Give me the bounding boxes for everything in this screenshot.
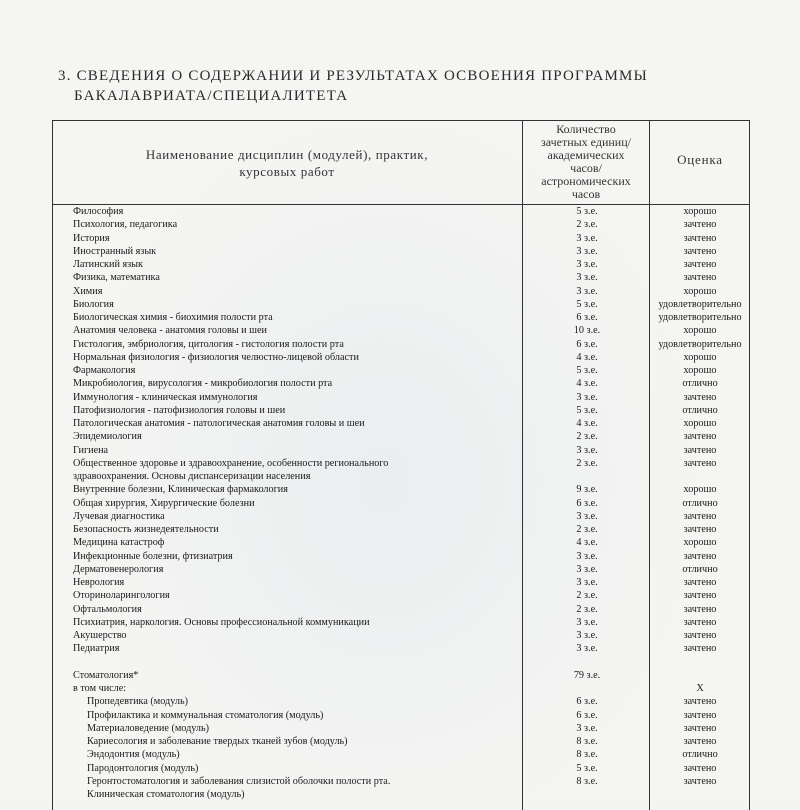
column-header-discipline — [52, 146, 522, 180]
table-row — [0, 245, 800, 258]
credits-cell: 2 з.е. — [576, 590, 598, 602]
discipline-name: Материаловедение (модуль) — [87, 722, 210, 734]
grade-cell: отлично — [682, 749, 718, 761]
grade-cell: удовлетворительно — [658, 338, 742, 350]
table-row — [0, 311, 800, 324]
table-row — [0, 536, 800, 549]
grade-cell: удовлетворительно — [658, 298, 742, 310]
table-row — [0, 470, 800, 483]
grade-cell: хорошо — [683, 418, 717, 429]
credits-cell: 6 з.е. — [576, 497, 598, 509]
table-row — [0, 404, 800, 417]
table-row — [0, 444, 800, 457]
credits-cell: 3 з.е. — [576, 616, 598, 628]
discipline-name: Биологическая химия - биохимия полости рта — [73, 312, 273, 323]
credits-cell: 3 з.е. — [576, 245, 598, 257]
grade-cell: зачтено — [683, 245, 717, 257]
table-row — [0, 338, 800, 351]
credits-cell: 3 з.е. — [576, 444, 598, 456]
credits-cell: 5 з.е. — [576, 298, 598, 310]
table-top-border — [52, 120, 750, 121]
credits-cell: 8 з.е. — [576, 775, 598, 787]
credits-cell: 79 з.е. — [573, 669, 601, 681]
column-header-credits — [523, 123, 649, 201]
table-row — [0, 735, 800, 748]
credits-cell: 3 з.е. — [576, 391, 598, 403]
discipline-name: Внутренние болезни, Клиническая фармакология — [73, 484, 288, 496]
table-row — [0, 483, 800, 496]
discipline-name: Неврология — [73, 577, 125, 588]
discipline-name: История — [73, 232, 110, 244]
credits-cell: 4 з.е. — [576, 418, 598, 429]
grade-cell: зачтено — [683, 272, 717, 284]
credits-cell: 10 з.е. — [573, 325, 601, 337]
grade-cell: хорошо — [683, 285, 717, 297]
credits-cell: 8 з.е. — [576, 749, 598, 761]
table-row — [0, 682, 800, 695]
grade-cell: зачтено — [683, 630, 717, 641]
column-header-credits-line-5: астрономических — [541, 174, 631, 188]
credits-cell: 6 з.е. — [576, 709, 598, 721]
grade-cell: X — [696, 683, 704, 694]
discipline-name: Гистология, эмбриология, цитология - гистология полости рта — [73, 338, 344, 350]
section-title-line-2: БАКАЛАВРИАТА/СПЕЦИАЛИТЕТА — [74, 88, 349, 104]
grade-cell: зачтено — [683, 444, 717, 456]
grade-cell: зачтено — [683, 232, 717, 244]
credits-cell: 8 з.е. — [576, 736, 598, 747]
discipline-name: Психология, педагогика — [73, 219, 178, 231]
discipline-name: Инфекционные болезни, фтизиатрия — [73, 550, 233, 562]
discipline-name: Общая хирургия, Хирургические болезни — [73, 497, 255, 509]
credits-cell: 3 з.е. — [576, 259, 598, 270]
grade-cell: зачтено — [683, 431, 717, 443]
grade-cell: хорошо — [683, 484, 717, 496]
discipline-name: Фармакология — [73, 365, 136, 376]
credits-cell: 6 з.е. — [576, 312, 598, 323]
table-row — [0, 298, 800, 311]
grade-cell: зачтено — [683, 736, 717, 747]
grade-cell: зачтено — [683, 762, 717, 774]
grade-cell: хорошо — [683, 206, 717, 217]
column-header-credits-line-4: часов/ — [570, 161, 602, 175]
table-row — [0, 391, 800, 404]
credits-cell: 3 з.е. — [576, 630, 598, 641]
table-row — [0, 285, 800, 298]
discipline-name: Биология — [73, 298, 114, 310]
table-row — [0, 603, 800, 616]
table-row — [0, 563, 800, 576]
grade-cell: зачтено — [683, 510, 717, 522]
discipline-name: Анатомия человека - анатомия головы и шеи — [73, 325, 267, 337]
credits-cell: 9 з.е. — [576, 484, 598, 496]
table-row — [0, 497, 800, 510]
table-row — [0, 695, 800, 708]
credits-cell: 3 з.е. — [576, 272, 598, 284]
discipline-name: Офтальмология — [73, 603, 142, 615]
credits-cell: 3 з.е. — [576, 285, 598, 297]
table-row — [0, 709, 800, 722]
table-row — [0, 351, 800, 364]
table-row — [0, 775, 800, 788]
credits-cell: 6 з.е. — [576, 338, 598, 350]
table-row — [0, 748, 800, 761]
discipline-name: Микробиология, вирусология - микробиология полости рта — [73, 378, 333, 390]
grade-cell: хорошо — [683, 537, 717, 549]
discipline-name: Иностранный язык — [73, 245, 157, 257]
credits-cell: 3 з.е. — [576, 577, 598, 588]
table-row — [0, 510, 800, 523]
grade-cell: зачтено — [683, 524, 717, 535]
credits-cell: 3 з.е. — [576, 550, 598, 562]
discipline-name: Физика, математика — [73, 272, 160, 284]
discipline-name: Дерматовенерология — [73, 563, 164, 575]
grade-cell: отлично — [682, 497, 718, 509]
table-row — [0, 576, 800, 589]
grade-cell: зачтено — [683, 616, 717, 628]
column-header-credits-line-6: часов — [571, 187, 601, 201]
table-row — [0, 642, 800, 655]
grade-cell: зачтено — [683, 457, 717, 469]
grade-cell: зачтено — [683, 259, 717, 270]
credits-cell: 3 з.е. — [576, 722, 598, 734]
grade-cell: зачтено — [683, 709, 717, 721]
table-row — [0, 232, 800, 245]
grade-cell: зачтено — [683, 391, 717, 403]
discipline-name: Психиатрия, наркология. Основы профессиональной коммуникации — [73, 616, 370, 628]
grade-cell: зачтено — [683, 603, 717, 615]
table-row — [0, 364, 800, 377]
grade-cell: отлично — [682, 378, 718, 390]
credits-cell: 6 з.е. — [576, 696, 598, 708]
credits-cell: 3 з.е. — [576, 563, 598, 575]
grade-cell: отлично — [682, 563, 718, 575]
table-row — [0, 722, 800, 735]
grade-cell: зачтено — [683, 696, 717, 708]
grade-cell: хорошо — [683, 325, 717, 337]
table-row — [0, 205, 800, 218]
discipline-name: Нормальная физиология - физиология челюстно-лицевой области — [73, 351, 359, 363]
table-row — [0, 218, 800, 231]
discipline-name: Клиническая стоматология (модуль) — [87, 789, 245, 800]
credits-cell: 5 з.е. — [576, 404, 598, 416]
section-title-line-1: 3. СВЕДЕНИЯ О СОДЕРЖАНИИ И РЕЗУЛЬТАТАХ ОСВОЕНИЯ ПРОГРАММЫ — [58, 68, 648, 84]
discipline-name: здравоохранения. Основы диспансеризации населения — [73, 471, 311, 482]
table-row — [0, 523, 800, 536]
credits-cell: 2 з.е. — [576, 524, 598, 535]
discipline-name: Иммунология - клиническая иммунология — [73, 391, 258, 403]
credits-cell: 5 з.е. — [576, 762, 598, 774]
discipline-name: Химия — [73, 285, 103, 297]
discipline-name: Педиатрия — [73, 643, 120, 655]
table-row — [0, 258, 800, 271]
credits-cell: 3 з.е. — [576, 643, 598, 655]
grade-cell: хорошо — [683, 365, 717, 376]
grade-cell: удовлетворительно — [658, 312, 742, 323]
table-row — [0, 589, 800, 602]
column-header-grade: Оценка — [677, 152, 723, 167]
table-row — [0, 669, 800, 682]
grade-cell: зачтено — [683, 643, 717, 655]
table-row — [0, 417, 800, 430]
credits-cell: 2 з.е. — [576, 431, 598, 443]
column-header-discipline-line-1: Наименование дисциплин (модулей), практик, — [145, 147, 429, 162]
section-heading — [58, 66, 648, 106]
credits-cell: 4 з.е. — [576, 351, 598, 363]
grade-cell: зачтено — [683, 722, 717, 734]
column-header-credits-line-1: Количество — [556, 122, 616, 136]
table-row — [0, 550, 800, 563]
discipline-name: Патологическая анатомия - патологическая анатомия головы и шеи — [73, 418, 365, 429]
table-row — [0, 616, 800, 629]
discipline-name: Стоматология* — [73, 669, 139, 681]
discipline-name: Пропедевтика (модуль) — [87, 696, 189, 708]
credits-cell: 4 з.е. — [576, 378, 598, 390]
discipline-name: Геронтостоматология и заболевания слизистой оболочки полости рта. — [87, 775, 391, 787]
credits-cell: 2 з.е. — [576, 603, 598, 615]
credits-cell: 2 з.е. — [576, 457, 598, 469]
discipline-name: в том числе: — [73, 683, 127, 694]
discipline-name: Безопасность жизнедеятельности — [73, 524, 219, 535]
discipline-name: Медицина катастроф — [73, 537, 165, 549]
discipline-name: Акушерство — [73, 630, 127, 641]
grade-cell: зачтено — [683, 550, 717, 562]
grade-cell: зачтено — [683, 577, 717, 588]
discipline-name: Кариесология и заболевание твердых тканей зубов (модуль) — [87, 736, 348, 747]
discipline-name: Эпидемиология — [73, 431, 142, 443]
discipline-name: Эндодонтия (модуль) — [87, 749, 180, 761]
discipline-name: Лучевая диагностика — [73, 510, 165, 522]
discipline-name: Профилактика и коммунальная стоматология (модуль) — [87, 709, 324, 721]
discipline-name: Латинский язык — [73, 259, 143, 270]
discipline-name: Оториноларингология — [73, 590, 170, 602]
table-row — [0, 762, 800, 775]
discipline-name: Общественное здоровье и здравоохранение, особенности регионального — [73, 457, 389, 469]
table-row — [0, 377, 800, 390]
credits-cell: 3 з.е. — [576, 232, 598, 244]
credits-cell: 5 з.е. — [576, 365, 598, 376]
grade-cell: хорошо — [683, 351, 717, 363]
discipline-name: Патофизиология - патофизиология головы и шеи — [73, 404, 286, 416]
credits-cell: 2 з.е. — [576, 219, 598, 231]
discipline-name: Гигиена — [73, 444, 109, 456]
table-row — [0, 271, 800, 284]
table-row — [0, 457, 800, 470]
credits-cell: 4 з.е. — [576, 537, 598, 549]
table-row — [0, 324, 800, 337]
grade-cell: зачтено — [683, 219, 717, 231]
discipline-name: Пародонтология (модуль) — [87, 762, 199, 774]
grade-cell: зачтено — [683, 590, 717, 602]
column-header-credits-line-3: академических — [547, 148, 625, 162]
table-row — [0, 656, 800, 669]
discipline-name: Философия — [73, 206, 124, 217]
column-header-discipline-line-2: курсовых работ — [239, 164, 335, 179]
table-row — [0, 430, 800, 443]
credits-cell: 5 з.е. — [576, 206, 598, 217]
grade-cell: отлично — [682, 404, 718, 416]
column-header-credits-line-2: зачетных единиц/ — [541, 135, 631, 149]
table-row — [0, 629, 800, 642]
grade-cell: зачтено — [683, 775, 717, 787]
table-row — [0, 788, 800, 801]
credits-cell: 3 з.е. — [576, 510, 598, 522]
